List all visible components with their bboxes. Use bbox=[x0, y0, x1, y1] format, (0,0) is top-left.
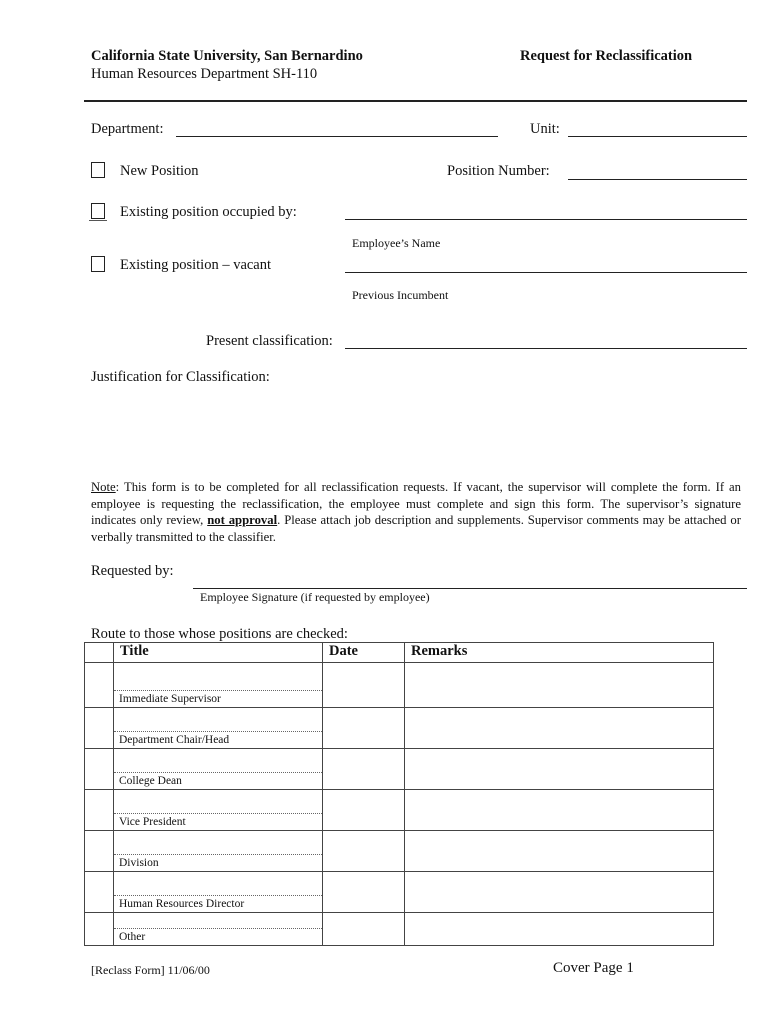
employee-signature-caption: Employee Signature (if requested by employee) bbox=[200, 590, 430, 604]
position-number-field[interactable] bbox=[568, 179, 747, 180]
note-text-2: . Please attach job description and supplements. Supervisor comments may be attached or verbally transmitted to the classifier. bbox=[91, 513, 741, 544]
route-title-cell[interactable] bbox=[114, 872, 323, 913]
route-checkbox[interactable] bbox=[85, 872, 114, 913]
justification-area[interactable] bbox=[91, 390, 747, 468]
employee-name-field[interactable] bbox=[345, 219, 747, 220]
unit-field[interactable] bbox=[568, 136, 747, 137]
route-remarks-cell[interactable] bbox=[405, 663, 714, 708]
route-remarks-cell[interactable] bbox=[405, 708, 714, 749]
form-title: Request for Reclassification bbox=[520, 48, 693, 64]
department-label: Department: bbox=[91, 121, 164, 137]
new-position-label: New Position bbox=[120, 163, 199, 179]
route-title-label: Division bbox=[119, 857, 159, 869]
header-divider bbox=[84, 100, 747, 102]
routing-date-header: Date bbox=[323, 643, 405, 663]
route-title-cell[interactable] bbox=[114, 913, 323, 946]
form-id: [Reclass Form] 11/06/00 bbox=[91, 963, 210, 977]
page-label: Cover Page 1 bbox=[553, 960, 634, 976]
note-emphasis: not approval bbox=[207, 513, 278, 527]
route-remarks-cell[interactable] bbox=[405, 872, 714, 913]
note-text-1: : This form is to be completed for all reclassification requests. If vacant, the supervisor will complete the form. If an employee is requesting the reclassification, the employee must complete and sign this form. The supervisor’s signature indicates only review, bbox=[91, 480, 741, 527]
route-checkbox[interactable] bbox=[85, 663, 114, 708]
route-title-cell[interactable] bbox=[114, 790, 323, 831]
route-title-cell[interactable] bbox=[114, 831, 323, 872]
route-title-label: Vice President bbox=[119, 816, 186, 828]
route-title-cell[interactable] bbox=[114, 663, 323, 708]
routing-row bbox=[85, 831, 714, 872]
routing-row bbox=[85, 749, 714, 790]
route-checkbox[interactable] bbox=[85, 831, 114, 872]
existing-vacant-checkbox[interactable] bbox=[91, 256, 105, 272]
unit-label: Unit: bbox=[530, 121, 560, 137]
route-title-label: College Dean bbox=[119, 775, 182, 787]
routing-table bbox=[84, 642, 714, 946]
route-date-cell[interactable] bbox=[323, 790, 405, 831]
routing-row bbox=[85, 663, 714, 708]
route-date-cell[interactable] bbox=[323, 663, 405, 708]
route-remarks-cell[interactable] bbox=[405, 831, 714, 872]
existing-vacant-label: Existing position – vacant bbox=[120, 257, 272, 273]
existing-occupied-checkbox[interactable] bbox=[91, 203, 105, 219]
routing-row bbox=[85, 913, 714, 946]
checkbox-shadow bbox=[89, 220, 107, 221]
route-date-cell[interactable] bbox=[323, 831, 405, 872]
route-checkbox[interactable] bbox=[85, 708, 114, 749]
employee-signature-field[interactable] bbox=[193, 588, 747, 589]
routing-header-row bbox=[85, 643, 714, 663]
department-field[interactable] bbox=[176, 136, 498, 137]
university-name: California State University, San Bernardino bbox=[91, 48, 363, 64]
route-title-label: Other bbox=[119, 931, 146, 943]
route-date-cell[interactable] bbox=[323, 749, 405, 790]
form-note bbox=[91, 479, 741, 545]
justification-label: Justification for Classification: bbox=[91, 369, 270, 385]
previous-incumbent-caption: Previous Incumbent bbox=[352, 288, 449, 302]
route-date-cell[interactable] bbox=[323, 913, 405, 946]
route-instruction: Route to those whose positions are checked: bbox=[91, 626, 348, 642]
existing-occupied-label: Existing position occupied by: bbox=[120, 204, 297, 220]
route-title-label: Department Chair/Head bbox=[119, 734, 230, 746]
route-remarks-cell[interactable] bbox=[405, 749, 714, 790]
present-classification-field[interactable] bbox=[345, 348, 747, 349]
route-title-cell[interactable] bbox=[114, 749, 323, 790]
route-checkbox[interactable] bbox=[85, 790, 114, 831]
new-position-checkbox[interactable] bbox=[91, 162, 105, 178]
route-title-label: Immediate Supervisor bbox=[119, 693, 221, 705]
route-date-cell[interactable] bbox=[323, 708, 405, 749]
employee-name-caption: Employee’s Name bbox=[352, 236, 441, 250]
position-number-label: Position Number: bbox=[447, 163, 550, 179]
requested-by-label: Requested by: bbox=[91, 563, 174, 579]
routing-row bbox=[85, 872, 714, 913]
route-checkbox[interactable] bbox=[85, 749, 114, 790]
note-label: Note bbox=[91, 480, 116, 494]
routing-row bbox=[85, 708, 714, 749]
previous-incumbent-field[interactable] bbox=[345, 272, 747, 273]
route-title-cell[interactable] bbox=[114, 708, 323, 749]
hr-department: Human Resources Department SH-110 bbox=[91, 66, 318, 82]
routing-remarks-header: Remarks bbox=[405, 643, 714, 663]
routing-check-header bbox=[85, 643, 114, 663]
present-classification-label: Present classification: bbox=[206, 333, 333, 349]
routing-title-header: Title bbox=[114, 643, 323, 663]
route-remarks-cell[interactable] bbox=[405, 913, 714, 946]
routing-row bbox=[85, 790, 714, 831]
route-title-label: Human Resources Director bbox=[119, 898, 245, 910]
route-checkbox[interactable] bbox=[85, 913, 114, 946]
route-date-cell[interactable] bbox=[323, 872, 405, 913]
route-remarks-cell[interactable] bbox=[405, 790, 714, 831]
